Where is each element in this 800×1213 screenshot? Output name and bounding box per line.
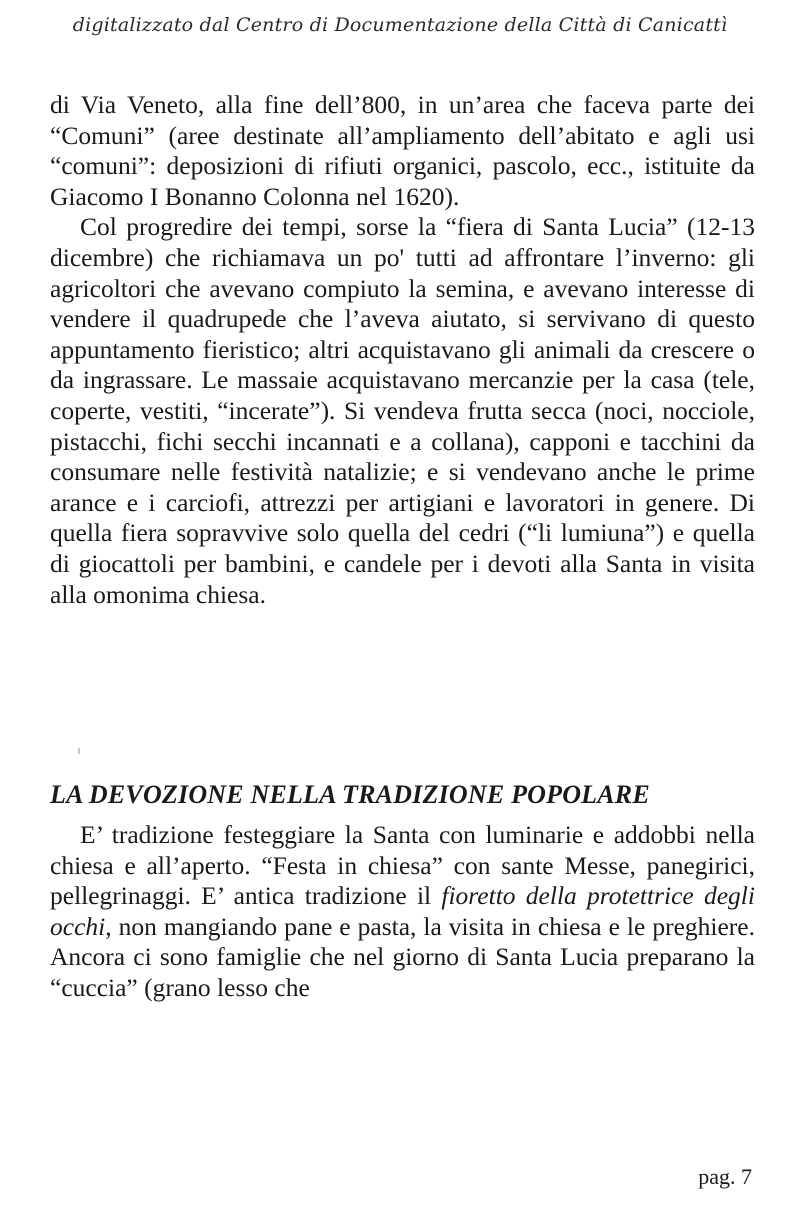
digitization-watermark: digitalizzato dal Centro di Documentazione della Città di Canicattì xyxy=(72,14,728,36)
paragraph-2: Col progredire dei tempi, sorse la “fiera di Santa Lucia” (12-13 dicembre) che richiamava un po' tutti ad affrontare l’inverno: gli agricoltori che avevano compiuto la semina, e avevano interesse di vendere il quadrupede che l’aveva aiutato, si servivano di questo appuntamento fieristico; altri acquistavano gli animali da crescere o da ingrassare. Le massaie acquistavano mercanzie per la casa (tele, coperte, vestiti, “incerate”). Si vendeva frutta secca (noci, nocciole, pistacchi, fichi secchi incannati e a collana), capponi e tacchini da consumare nelle festività natalizie; e si vendevano anche le prime arance e i carciofi, attrezzi per artigiani e lavoratori in genere. Di quella fiera sopravvive solo quella del cedri (“li lumiuna”) e quella di giocattoli per bambini, e candele per i devoti alla Santa in visita alla omonima chiesa. xyxy=(50,212,755,609)
section-text xyxy=(50,820,755,1004)
paragraph-3-end: , non mangiando pane e pasta, la visita in chiesa e le preghiere. Ancora ci sono famiglie che nel giorno di Santa Lucia preparano la “cuccia” (grano lesso che xyxy=(50,911,755,1002)
paragraph-1: di Via Veneto, alla fine dell’800, in un’area che faceva parte dei “Comuni” (aree destinate all’ampliamento dell’abitato e agli usi “comuni”: deposizioni di rifiuti organici, pascolo, ecc., istituite da Giacomo I Bonanno Colonna nel 1620). xyxy=(50,90,755,211)
paragraph-3-start: E’ tradizione festeggiare la Santa con luminarie e addobbi nella chiesa e all’aperto. “Festa in chiesa” con sante Messe, panegirici, pellegrinaggi. E’ antica tradizione il xyxy=(50,820,755,911)
scan-artifact xyxy=(78,748,80,754)
body-text xyxy=(50,90,755,610)
paragraph-3-italic-phrase: fioretto della protettrice degli occhi xyxy=(50,881,755,941)
paragraph-3 xyxy=(50,820,755,1004)
page-number: pag. 7 xyxy=(698,1164,752,1189)
section-heading: LA DEVOZIONE NELLA TRADIZIONE POPOLARE xyxy=(50,780,650,809)
